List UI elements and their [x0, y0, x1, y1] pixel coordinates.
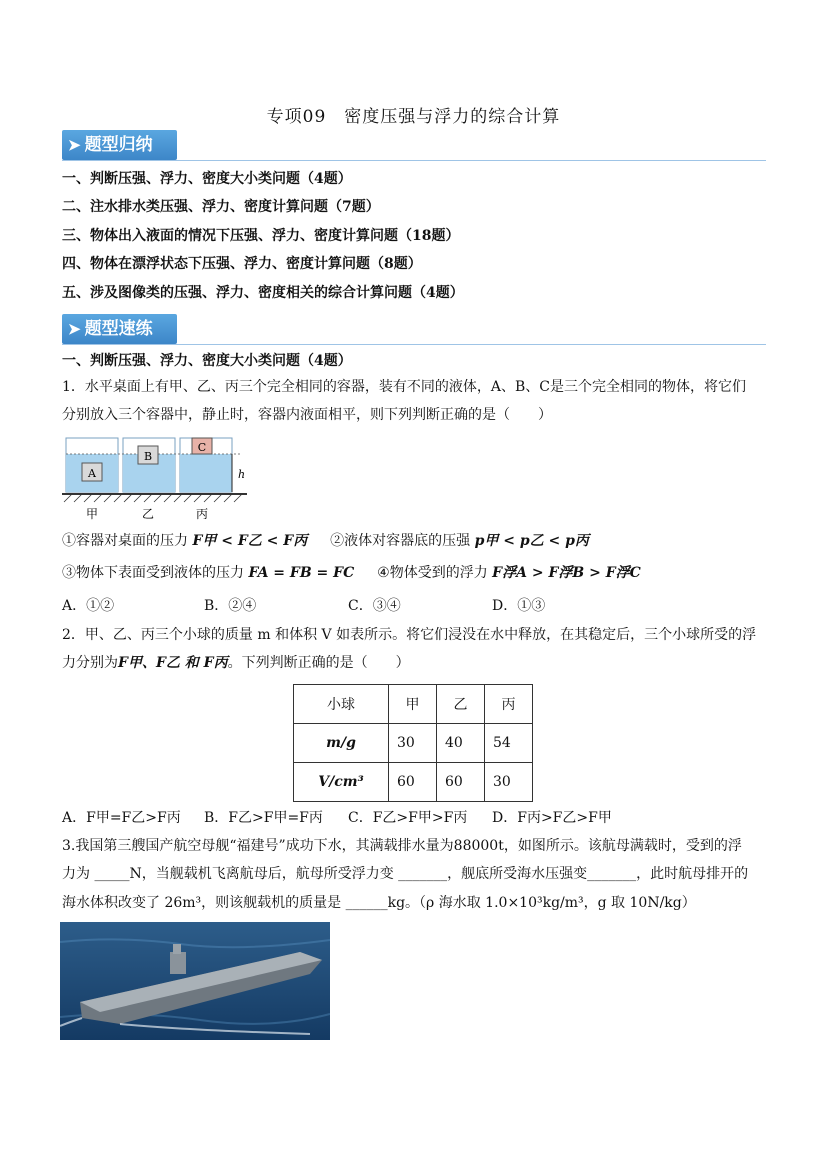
block-b-label: B — [143, 450, 153, 463]
q1-option-b[interactable]: B．②④ — [204, 598, 257, 614]
q2-option-c[interactable]: C．F乙>F甲>F丙 — [348, 810, 468, 826]
q1-statements-34 — [62, 563, 641, 583]
q2-line1: 2．甲、乙、丙三个小球的质量 m 和体积 V 如表所示。将它们浸没在水中释放，在其稳定后，三个小球所受的浮 — [62, 627, 757, 643]
table-cell: 54 — [485, 724, 533, 763]
q3-line3: 海水体积改变了 26m³，则该舰载机的质量是 ______kg。（ρ 海水取 1.0×10³kg/m³，g 取 10N/kg） — [62, 895, 696, 911]
banner-question-types — [62, 130, 177, 160]
table-row — [294, 763, 533, 802]
table-cell: 60 — [389, 763, 437, 802]
q2-line2 — [62, 653, 410, 673]
label-yi: 乙 — [141, 507, 155, 521]
aircraft-carrier-photo — [60, 922, 330, 1040]
statement-2: ②液体对容器底的压强 — [330, 533, 471, 549]
containers-figure — [62, 436, 247, 524]
statement-3: ③物体下表面受到液体的压力 — [62, 565, 244, 581]
table-header: 甲 — [389, 685, 437, 724]
q3-line1: 3.我国第三艘国产航空母舰“福建号”成功下水，其满载排水量为88000t，如图所示。该航母满载时，受到的浮 — [62, 838, 742, 854]
formula-4: F浮A > F浮B > F浮C — [492, 565, 641, 581]
divider — [62, 160, 766, 161]
q1-option-d[interactable]: D．①③ — [492, 598, 546, 614]
q2-line2-text: 力分别为 — [62, 655, 118, 671]
formula-2: p甲 < p乙 < p丙 — [474, 533, 589, 549]
h-label: h — [238, 468, 246, 481]
q1-line2: 分别放入三个容器中，静止时，容器内液面相平，则下列判断正确的是（ ） — [62, 407, 552, 423]
table-header: 丙 — [485, 685, 533, 724]
table-header: 乙 — [437, 685, 485, 724]
table-cell: 40 — [437, 724, 485, 763]
label-bing: 丙 — [195, 507, 209, 521]
q2-line2-end: 。下列判断正确的是（ ） — [227, 655, 410, 671]
banner-label: 题型速练 — [84, 319, 153, 339]
q2-option-a[interactable]: A．F甲=F乙>F丙 — [62, 810, 181, 826]
table-header: 小球 — [294, 685, 389, 724]
label-jia: 甲 — [85, 507, 99, 521]
table-cell: m/g — [294, 724, 389, 763]
banner-practice — [62, 314, 177, 344]
table-cell: V/cm³ — [294, 763, 389, 802]
formula-1: F甲 < F乙 < F丙 — [192, 533, 308, 549]
statement-1: ①容器对桌面的压力 — [62, 533, 188, 549]
block-a-label: A — [88, 467, 96, 480]
divider — [62, 344, 766, 345]
q1-option-a[interactable]: A．①② — [62, 598, 115, 614]
q1-statements-12 — [62, 531, 589, 551]
banner-label: 题型归纳 — [84, 135, 153, 155]
category-3: 三、物体出入液面的情况下压强、浮力、密度计算问题（18题） — [62, 228, 460, 244]
table-row — [294, 724, 533, 763]
formula-3: FA = FB = FC — [248, 565, 355, 581]
table-cell: 30 — [485, 763, 533, 802]
table-cell: 60 — [437, 763, 485, 802]
q2-option-d[interactable]: D．F丙>F乙>F甲 — [492, 810, 612, 826]
q1-option-c[interactable]: C．③④ — [348, 598, 401, 614]
block-c-label: C — [197, 441, 207, 454]
q1-line1: 1．水平桌面上有甲、乙、丙三个完全相同的容器，装有不同的液体，A、B、C是三个完全相同的物体，将它们 — [62, 379, 747, 395]
q3-line2: 力为 _____N，当舰载机飞离航母后，航母所受浮力变 _______，舰底所受海水压强变_______，此时航母排开的 — [62, 866, 749, 882]
page-title: 专项09 密度压强与浮力的综合计算 — [266, 107, 561, 127]
category-2: 二、注水排水类压强、浮力、密度计算问题（7题） — [62, 199, 380, 215]
q2-forces: F甲、F乙 和 F丙 — [118, 655, 228, 671]
balls-table — [293, 684, 533, 802]
table-cell: 30 — [389, 724, 437, 763]
category-1: 一、判断压强、浮力、密度大小类问题（4题） — [62, 171, 352, 187]
q2-option-b[interactable]: B．F乙>F甲=F丙 — [204, 810, 323, 826]
table-row — [294, 685, 533, 724]
arrow-icon: ➤ — [68, 320, 81, 338]
section-heading: 一、判断压强、浮力、密度大小类问题（4题） — [62, 353, 352, 369]
arrow-icon: ➤ — [68, 136, 81, 154]
category-5: 五、涉及图像类的压强、浮力、密度相关的综合计算问题（4题） — [62, 285, 464, 301]
category-4: 四、物体在漂浮状态下压强、浮力、密度计算问题（8题） — [62, 256, 422, 272]
statement-4: ④物体受到的浮力 — [377, 565, 488, 581]
